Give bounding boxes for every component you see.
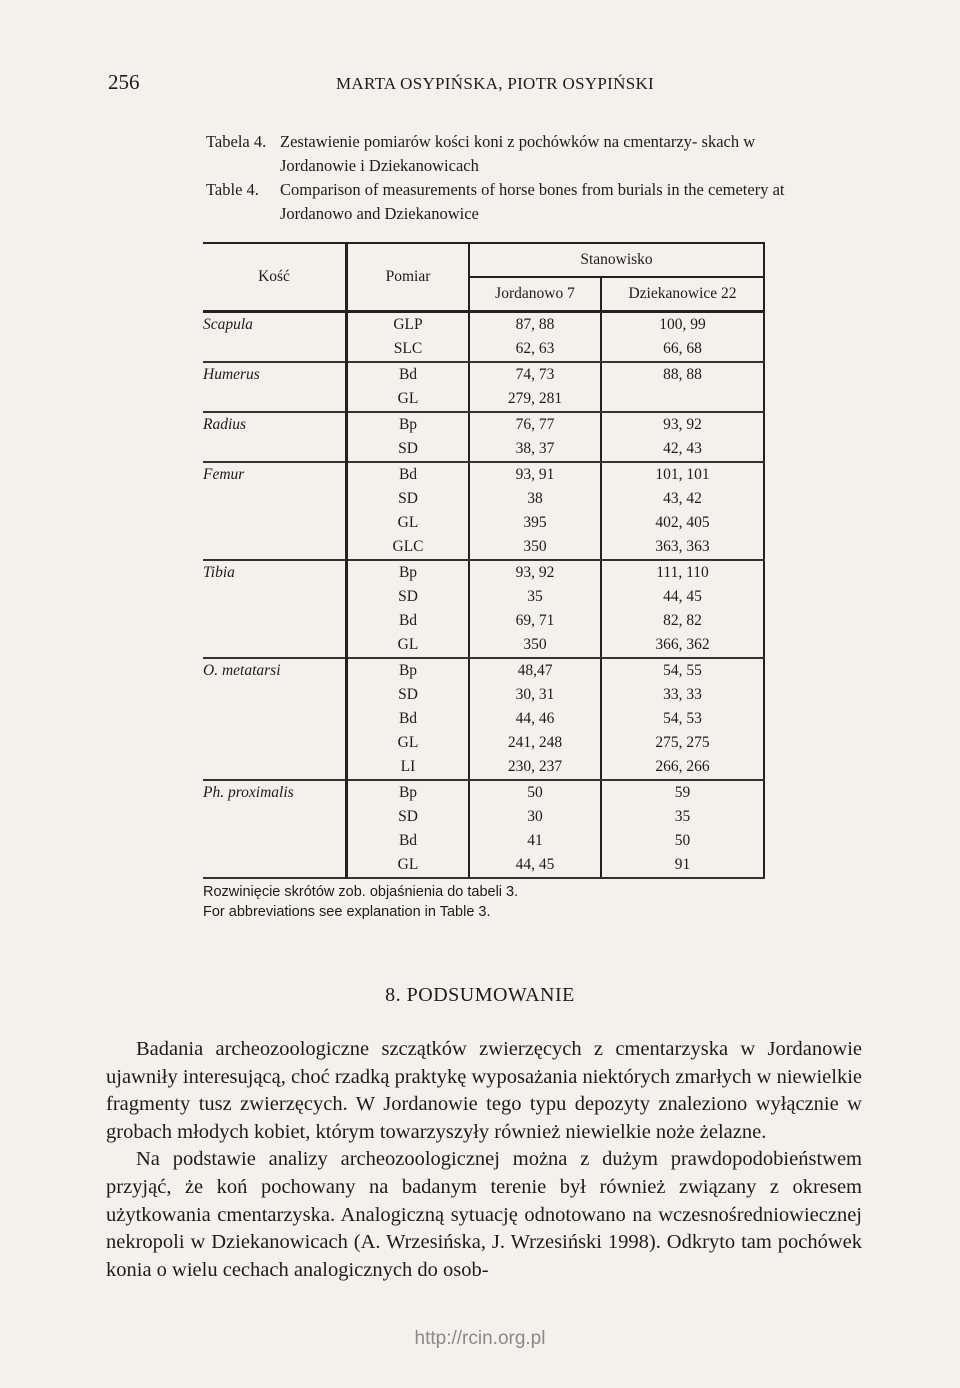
jordanowo-value: 30, 31 bbox=[515, 686, 555, 703]
table-body bbox=[203, 312, 764, 879]
table-row bbox=[203, 312, 764, 363]
jordanowo-value: 35 bbox=[527, 588, 543, 605]
measure-value: GL bbox=[397, 390, 419, 407]
jordanowo-value: 395 bbox=[523, 514, 547, 531]
table-row bbox=[203, 462, 764, 560]
measure-value: Bp bbox=[398, 564, 418, 581]
jordanowo-value: 279, 281 bbox=[507, 390, 563, 407]
jordanowo-value: 93, 91 bbox=[515, 466, 555, 483]
jordanowo-cell bbox=[469, 362, 601, 412]
paragraph: Na podstawie analizy archeozoologicznej można z dużym prawdopodobieństwem przyjąć, że koń pochowany na badanym terenie był również związany z okresem użytkowania cmentarzyska. Analogiczną sytuację odnotowano na wczesnośredniowiecznej nekropoli w Dziekanowicach (A. Wrzesińska, J. Wrzesiński 1998). Odkryto tam pochówek konia o wielu cechach analogicznych do osob- bbox=[106, 1148, 862, 1281]
header-site-dziekanowice: Dziekanowice 22 bbox=[601, 277, 764, 312]
jordanowo-value: 30 bbox=[527, 808, 543, 825]
page-number: 256 bbox=[108, 70, 140, 94]
dziekanowice-value: 101, 101 bbox=[655, 466, 710, 483]
jordanowo-value: 38 bbox=[527, 490, 543, 507]
dziekanowice-cell bbox=[601, 412, 764, 462]
bone-cell bbox=[203, 780, 347, 878]
measure-value: GL bbox=[397, 734, 419, 751]
measure-value: SD bbox=[398, 588, 418, 605]
jordanowo-value: 44, 45 bbox=[515, 856, 555, 873]
caption-label: Table 4. bbox=[206, 180, 259, 199]
bone-name: Scapula bbox=[203, 316, 253, 333]
dziekanowice-value: 54, 55 bbox=[663, 662, 702, 679]
jordanowo-cell bbox=[469, 780, 601, 878]
jordanowo-value: 230, 237 bbox=[507, 758, 563, 775]
dziekanowice-value: 91 bbox=[674, 856, 691, 873]
jordanowo-value: 48,47 bbox=[517, 662, 553, 679]
jordanowo-value: 38, 37 bbox=[515, 440, 555, 457]
table-row bbox=[203, 780, 764, 878]
dziekanowice-cell bbox=[601, 560, 764, 658]
bone-name: Femur bbox=[203, 466, 245, 483]
dziekanowice-value: 42, 43 bbox=[663, 440, 702, 457]
dziekanowice-cell bbox=[601, 780, 764, 878]
header-bone: Kość bbox=[203, 243, 347, 312]
caption-text: Zestawienie pomiarów kości koni z pochówków na cmentarzy- skach w Jordanowie i Dziekanowicach bbox=[280, 132, 756, 175]
dziekanowice-value: 100, 99 bbox=[659, 316, 706, 333]
jordanowo-value: 74, 73 bbox=[515, 366, 555, 383]
measure-cell bbox=[347, 560, 470, 658]
jordanowo-value: 87, 88 bbox=[515, 316, 555, 333]
measure-value: Bd bbox=[398, 612, 418, 629]
dziekanowice-value: 363, 363 bbox=[655, 538, 710, 555]
table-row bbox=[203, 560, 764, 658]
jordanowo-value: 241, 248 bbox=[507, 734, 563, 751]
caption-polish bbox=[206, 130, 806, 178]
dziekanowice-value: 59 bbox=[674, 784, 691, 801]
measure-value: Bp bbox=[398, 784, 418, 801]
jordanowo-value: 44, 46 bbox=[515, 710, 555, 727]
dziekanowice-value: 275, 275 bbox=[655, 734, 710, 751]
measure-value: SD bbox=[398, 490, 418, 507]
jordanowo-value: 62, 63 bbox=[515, 340, 555, 357]
table-row bbox=[203, 658, 764, 780]
dziekanowice-value: 111, 110 bbox=[656, 564, 709, 581]
bone-name: Radius bbox=[203, 416, 247, 433]
bone-cell bbox=[203, 412, 347, 462]
measure-value: GL bbox=[397, 636, 419, 653]
dziekanowice-value: 35 bbox=[674, 808, 691, 825]
table-notes bbox=[203, 882, 518, 922]
dziekanowice-value: 54, 53 bbox=[663, 710, 702, 727]
bone-cell bbox=[203, 658, 347, 780]
measurements-table bbox=[203, 242, 765, 879]
jordanowo-value: 41 bbox=[527, 832, 543, 849]
table-row bbox=[203, 362, 764, 412]
dziekanowice-value: 44, 45 bbox=[663, 588, 702, 605]
measure-value: LI bbox=[400, 758, 416, 775]
dziekanowice-value: 93, 92 bbox=[663, 416, 702, 433]
measure-value: SD bbox=[398, 440, 418, 457]
jordanowo-value: 350 bbox=[523, 636, 547, 653]
measure-value: GL bbox=[397, 856, 419, 873]
bone-cell bbox=[203, 362, 347, 412]
jordanowo-value: 93, 92 bbox=[515, 564, 555, 581]
measure-value: SD bbox=[398, 686, 418, 703]
bone-name: Ph. proximalis bbox=[203, 784, 294, 801]
measure-value: SD bbox=[398, 808, 418, 825]
dziekanowice-cell bbox=[601, 658, 764, 780]
jordanowo-cell bbox=[469, 312, 601, 363]
measure-value: Bd bbox=[398, 366, 418, 383]
dziekanowice-value: 88, 88 bbox=[663, 366, 702, 383]
jordanowo-value: 76, 77 bbox=[515, 416, 555, 433]
measure-cell bbox=[347, 658, 470, 780]
jordanowo-cell bbox=[469, 658, 601, 780]
dziekanowice-value: 50 bbox=[674, 832, 691, 849]
measure-cell bbox=[347, 462, 470, 560]
measure-value: Bd bbox=[398, 466, 418, 483]
bone-name: Humerus bbox=[203, 366, 260, 383]
measure-cell bbox=[347, 780, 470, 878]
dziekanowice-value: 33, 33 bbox=[663, 686, 702, 703]
measure-value: Bp bbox=[398, 662, 418, 679]
caption-text: Comparison of measurements of horse bones from burials in the cemetery at Jordanowo and Dziekanowice bbox=[280, 180, 785, 223]
caption-label: Tabela 4. bbox=[206, 132, 267, 151]
footer-url: http://rcin.org.pl bbox=[414, 1328, 546, 1349]
jordanowo-cell bbox=[469, 560, 601, 658]
caption-english bbox=[206, 178, 806, 226]
bone-cell bbox=[203, 312, 347, 363]
jordanowo-value: 350 bbox=[523, 538, 547, 555]
running-head: MARTA OSYPIŃSKA, PIOTR OSYPIŃSKI bbox=[336, 74, 654, 93]
jordanowo-cell bbox=[469, 412, 601, 462]
bone-name: Tibia bbox=[203, 564, 235, 581]
measure-value: GL bbox=[397, 514, 419, 531]
measure-value: Bd bbox=[398, 832, 418, 849]
measure-value: Bp bbox=[398, 416, 418, 433]
dziekanowice-cell bbox=[601, 462, 764, 560]
measure-value: GLP bbox=[393, 316, 423, 333]
dziekanowice-value: 43, 42 bbox=[663, 490, 702, 507]
dziekanowice-value: 366, 362 bbox=[655, 636, 710, 653]
body-text bbox=[106, 1036, 862, 1284]
dziekanowice-cell bbox=[601, 312, 764, 363]
dziekanowice-value: 66, 68 bbox=[663, 340, 702, 357]
note-polish: Rozwinięcie skrótów zob. objaśnienia do tabeli 3. bbox=[203, 884, 519, 900]
note-english: For abbreviations see explanation in Table 3. bbox=[203, 904, 491, 920]
dziekanowice-cell bbox=[601, 362, 764, 412]
dziekanowice-value bbox=[602, 387, 763, 411]
bone-cell bbox=[203, 560, 347, 658]
section-title: 8. PODSUMOWANIE bbox=[385, 984, 575, 1006]
table-caption bbox=[206, 130, 806, 226]
measure-cell bbox=[347, 362, 470, 412]
measure-cell bbox=[347, 412, 470, 462]
jordanowo-cell bbox=[469, 462, 601, 560]
bone-cell bbox=[203, 462, 347, 560]
measure-value: Bd bbox=[398, 710, 418, 727]
table-row bbox=[203, 412, 764, 462]
dziekanowice-value: 266, 266 bbox=[655, 758, 710, 775]
header-site: Stanowisko bbox=[469, 243, 764, 277]
dziekanowice-value: 402, 405 bbox=[655, 514, 710, 531]
jordanowo-value: 50 bbox=[527, 784, 543, 801]
jordanowo-value: 69, 71 bbox=[515, 612, 555, 629]
dziekanowice-value: 82, 82 bbox=[663, 612, 702, 629]
header-site-jordanowo: Jordanowo 7 bbox=[469, 277, 601, 312]
measure-value: GLC bbox=[392, 538, 424, 555]
header-measure: Pomiar bbox=[347, 243, 470, 312]
paragraph: Badania archeozoologiczne szczątków zwierzęcych z cmentarzyska w Jordanowie ujawniły interesującą, choć rzadką praktykę wyposażania niektórych zmarłych w niewielkie fragmenty tusz zwierzęcych. W Jordanowie tego typu depozyty znaleziono wyłącznie w grobach młodych kobiet, którym towarzyszyły również niewielkie noże żelazne. bbox=[106, 1038, 862, 1143]
measure-cell bbox=[347, 312, 470, 363]
bone-name: O. metatarsi bbox=[203, 662, 281, 679]
measure-value: SLC bbox=[393, 340, 423, 357]
